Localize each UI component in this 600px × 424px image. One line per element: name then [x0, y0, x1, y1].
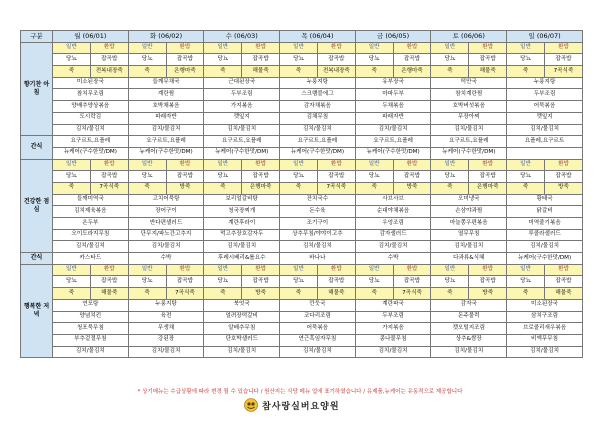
- porridge-item: 해물죽: [544, 288, 582, 300]
- dinner-item-row: [21, 299, 583, 311]
- notice-text: * 상기메뉴는 수급상황에 따라 변경 될 수 있습니다 / 원산지는 식당 메뉴 업에 표기하였습니다 / 유제품,뉴케어는 유동적으로 제공합니다: [137, 389, 463, 395]
- option-label: 환밥: [242, 42, 280, 54]
- menu-item: 도시락김: [53, 112, 129, 124]
- option-label: 잡곡밥: [90, 276, 128, 288]
- snack-item: 수박: [128, 253, 204, 265]
- option-label: 당뇨: [204, 276, 242, 288]
- menu-item: 순대야채볶음: [355, 206, 431, 218]
- snack-item: 뉴케어(구수한맛/DM): [204, 147, 280, 159]
- snack-item: 뉴케어(구수한맛/DM): [53, 147, 129, 159]
- menu-item: 단호박샐러드: [204, 334, 280, 346]
- option-label: 일반: [355, 159, 393, 171]
- porridge-label: 죽: [507, 288, 545, 300]
- menu-item: 김치/물김치: [507, 241, 583, 253]
- option-label: 일반: [53, 42, 91, 54]
- menu-item: 캣오털지조림: [431, 323, 507, 335]
- option-label: 환밥: [469, 42, 507, 54]
- option-label: 당뇨: [53, 171, 91, 183]
- porridge-item: 해물죽: [317, 288, 355, 300]
- porridge-item: 은행마죽: [393, 66, 431, 78]
- option-label: 당뇨: [355, 54, 393, 66]
- menu-item: 손삼야과찜: [431, 206, 507, 218]
- porridge-item: 방죽: [469, 288, 507, 300]
- day-header: 목 (06/04): [280, 31, 356, 43]
- menu-item: 김치/물김치: [507, 124, 583, 136]
- lunch-label: 건강한 점심: [21, 159, 53, 253]
- snack-item: 수박: [355, 253, 431, 265]
- option-label: 당뇨: [507, 276, 545, 288]
- porridge-label: 죽: [204, 288, 242, 300]
- porridge-item: 방죽: [393, 182, 431, 194]
- snack-item: 요구르트,요플레: [431, 136, 507, 148]
- porridge-item: 방죽: [166, 182, 204, 194]
- header-corner: 구분: [21, 31, 53, 43]
- option-label: 환밥: [544, 159, 582, 171]
- porridge-label: 죽: [507, 182, 545, 194]
- menu-item: 김치/물김치: [355, 124, 431, 136]
- menu-item: 마늘쫑우편볶음: [431, 218, 507, 230]
- dinner-porridge-row: [21, 288, 583, 300]
- option-label: 환밥: [393, 42, 431, 54]
- option-label: 일반: [355, 264, 393, 276]
- option-label: 잡곡밥: [544, 54, 582, 66]
- snack1-row: [21, 136, 583, 148]
- option-label: 일반: [507, 264, 545, 276]
- menu-item: 두채볶음: [355, 101, 431, 113]
- porridge-label: 죽: [355, 66, 393, 78]
- menu-item: 오이도라지무침: [53, 229, 129, 241]
- dinner-label: 행복한 저녁: [21, 264, 53, 358]
- menu-item: 스크램블에그: [280, 89, 356, 101]
- menu-item: 오미냉국: [431, 194, 507, 206]
- option-label: 잡곡밥: [242, 54, 280, 66]
- menu-item: 호박채볶음: [128, 101, 204, 113]
- option-label: 잡곡밥: [317, 171, 355, 183]
- dinner-item-row: [21, 311, 583, 323]
- menu-item: 연포탕: [53, 299, 129, 311]
- porridge-label: 죽: [355, 182, 393, 194]
- menu-item: 고치어묵탕: [128, 194, 204, 206]
- breakfast-diet-row: [21, 54, 583, 66]
- porridge-item: 방죽: [242, 288, 280, 300]
- dinner-item-row: [21, 346, 583, 358]
- option-label: 잡곡밥: [317, 54, 355, 66]
- menu-item: 김치/물김치: [128, 241, 204, 253]
- dinner-diet-row: [21, 276, 583, 288]
- snack-item: 요플레,요구르트: [507, 136, 583, 148]
- dinner-options-row: [21, 264, 583, 276]
- option-label: 환밥: [469, 264, 507, 276]
- menu-item: 북엇국: [204, 299, 280, 311]
- menu-item: 양배추양상볶음: [53, 101, 129, 113]
- menu-item: 무장아찌: [431, 112, 507, 124]
- snack-item: 후레시베리&롤요수: [204, 253, 280, 265]
- option-label: 잡곡밥: [544, 171, 582, 183]
- menu-item: 마파두부: [355, 89, 431, 101]
- day-header: 일 (06/07): [507, 31, 583, 43]
- porridge-label: 죽: [431, 66, 469, 78]
- menu-item: 장어구이: [128, 206, 204, 218]
- lunch-item-row: [21, 194, 583, 206]
- option-label: 환밥: [242, 159, 280, 171]
- menu-item: 감자국: [431, 299, 507, 311]
- menu-item: 연근흑임자무침: [280, 334, 356, 346]
- option-label: 일반: [431, 42, 469, 54]
- menu-item: 열무무침: [431, 229, 507, 241]
- menu-item: 들깨미역국: [53, 194, 129, 206]
- snack2-label: 간식: [21, 253, 53, 265]
- option-label: 환밥: [242, 264, 280, 276]
- option-label: 환밥: [90, 264, 128, 276]
- menu-item: 반다편샐러드: [128, 218, 204, 230]
- option-label: 당뇨: [280, 171, 318, 183]
- menu-item: 가지볶음: [355, 323, 431, 335]
- porridge-item: 해물죽: [469, 66, 507, 78]
- snack-item: 요구르트,요플레: [204, 136, 280, 148]
- menu-item: 온두부: [53, 218, 129, 230]
- snack-item: [507, 147, 583, 159]
- snack-item: 뉴케어(구수한맛/DM): [280, 147, 356, 159]
- porridge-label: 죽: [280, 288, 318, 300]
- option-label: 당뇨: [280, 276, 318, 288]
- lunch-item-row: [21, 229, 583, 241]
- snack-item: 요구르트,요플레: [355, 136, 431, 148]
- option-label: 당뇨: [507, 171, 545, 183]
- option-label: 당뇨: [53, 54, 91, 66]
- menu-item: 김치/물김치: [204, 241, 280, 253]
- menu-item: 들깨무채국: [128, 77, 204, 89]
- breakfast-label: 향기찬 아침: [21, 42, 53, 136]
- option-label: 일반: [128, 42, 166, 54]
- snack-item: 뉴케어(구수한맛/DM): [431, 147, 507, 159]
- option-label: 일반: [280, 159, 318, 171]
- porridge-item: 방죽: [544, 182, 582, 194]
- snack-item: 요구르트,요플레: [53, 136, 129, 148]
- menu-item: 파래자반: [355, 112, 431, 124]
- snack-item: 카스타드: [53, 253, 129, 265]
- menu-item: 조기구이: [280, 218, 356, 230]
- porridge-label: 죽: [355, 288, 393, 300]
- menu-item: 김치/물김치: [53, 346, 129, 358]
- porridge-item: 해물죽: [90, 288, 128, 300]
- porridge-item: 해물죽: [242, 66, 280, 78]
- porridge-label: 죽: [128, 182, 166, 194]
- menu-item: 어묵볶음: [280, 323, 356, 335]
- menu-item: 잔치국수: [280, 194, 356, 206]
- option-label: 잡곡밥: [469, 171, 507, 183]
- porridge-label: 죽: [53, 288, 91, 300]
- option-label: 당뇨: [204, 171, 242, 183]
- menu-item: 김치/물김치: [280, 241, 356, 253]
- option-label: 잡곡밥: [469, 276, 507, 288]
- weekly-menu-table: [20, 30, 583, 358]
- option-label: 잡곡밥: [393, 171, 431, 183]
- option-label: 환밥: [393, 264, 431, 276]
- option-label: 잡곡밥: [317, 276, 355, 288]
- porridge-label: 죽: [204, 182, 242, 194]
- snack-item: 뉴케어(구수한맛/DM): [507, 253, 583, 265]
- menu-item: 김치/물김치: [431, 241, 507, 253]
- menu-item: 계란파국: [355, 299, 431, 311]
- menu-item: 청포묵무침: [53, 323, 129, 335]
- porridge-item: 은행마죽: [242, 182, 280, 194]
- porridge-label: 죽: [128, 288, 166, 300]
- option-label: 일반: [431, 159, 469, 171]
- option-label: 당뇨: [431, 54, 469, 66]
- lunch-diet-row: [21, 171, 583, 183]
- porridge-item: 전복내장죽: [90, 66, 128, 78]
- menu-item: 김치/물김치: [204, 124, 280, 136]
- porridge-item: 7곡식죽: [544, 66, 582, 78]
- porridge-label: 죽: [53, 182, 91, 194]
- lunch-item-row: [21, 218, 583, 230]
- dinner-item-row: [21, 323, 583, 335]
- menu-item: 김치/물김치: [431, 346, 507, 358]
- option-label: 당뇨: [53, 276, 91, 288]
- day-header: 화 (06/02): [128, 31, 204, 43]
- menu-item: 삼치구조림: [507, 311, 583, 323]
- menu-item: 비엑무무침: [507, 334, 583, 346]
- menu-item: 김치/물김치: [280, 346, 356, 358]
- menu-item: 미역줄기볶음: [507, 218, 583, 230]
- menu-item: 두부조림: [355, 311, 431, 323]
- menu-item: 강된장: [128, 334, 204, 346]
- menu-item: 감자채볶음: [280, 101, 356, 113]
- option-label: 당뇨: [355, 276, 393, 288]
- porridge-item: 7곡식죽: [393, 288, 431, 300]
- porridge-item: 은행마죽: [166, 66, 204, 78]
- day-header: 수 (06/03): [204, 31, 280, 43]
- menu-item: 누룽지탕: [128, 299, 204, 311]
- menu-item: 먹고추장호감자두: [204, 229, 280, 241]
- menu-item: 두부조림: [204, 89, 280, 101]
- option-label: 일반: [128, 159, 166, 171]
- option-label: 당뇨: [128, 276, 166, 288]
- snack-item: 요구르트,요플레: [128, 136, 204, 148]
- menu-item: 루콜라샐러드: [507, 229, 583, 241]
- menu-item: 우엉조림: [355, 218, 431, 230]
- menu-item: 김치/물김치: [431, 124, 507, 136]
- snack1-row: [21, 147, 583, 159]
- option-label: 일반: [53, 264, 91, 276]
- option-label: 환밥: [469, 159, 507, 171]
- lunch-porridge-row: [21, 182, 583, 194]
- option-label: 환밥: [166, 264, 204, 276]
- option-label: 환밥: [90, 159, 128, 171]
- option-label: 당뇨: [431, 276, 469, 288]
- logo-emblem-icon: [244, 398, 258, 412]
- option-label: 잡곡밥: [242, 276, 280, 288]
- menu-item: 김치/물김치: [355, 241, 431, 253]
- menu-item: 가지볶음: [204, 101, 280, 113]
- breakfast-item-row: [21, 101, 583, 113]
- menu-item: 누룽지탕: [280, 77, 356, 89]
- lunch-item-row: [21, 241, 583, 253]
- option-label: 일반: [204, 264, 242, 276]
- menu-item: 파래자반: [128, 112, 204, 124]
- option-label: 일반: [280, 264, 318, 276]
- menu-item: 양념치킨: [53, 311, 129, 323]
- menu-item: 사브사브: [355, 194, 431, 206]
- menu-item: 계란후라이: [204, 218, 280, 230]
- breakfast-item-row: [21, 112, 583, 124]
- option-label: 잡곡밥: [393, 54, 431, 66]
- porridge-label: 죽: [507, 66, 545, 78]
- menu-item: 보리얼갈비탕: [204, 194, 280, 206]
- menu-item: 김치제육볶음: [53, 206, 129, 218]
- header-row: [21, 31, 583, 43]
- menu-item: 참치무조림: [53, 89, 129, 101]
- porridge-label: 죽: [280, 182, 318, 194]
- option-label: 일반: [280, 42, 318, 54]
- menu-item: 브로콜리새우볶음: [507, 323, 583, 335]
- snack2-row: [21, 253, 583, 265]
- menu-item: 김치/물김치: [53, 124, 129, 136]
- option-label: 환밥: [317, 264, 355, 276]
- option-label: 당뇨: [128, 171, 166, 183]
- menu-item: 참치계란찜: [431, 89, 507, 101]
- porridge-item: 은행마죽: [469, 182, 507, 194]
- day-header: 토 (06/06): [431, 31, 507, 43]
- option-label: 환밥: [544, 42, 582, 54]
- menu-item: 김치/물김치: [128, 124, 204, 136]
- breakfast-item-row: [21, 124, 583, 136]
- option-label: 환밥: [544, 264, 582, 276]
- menu-item: 닭갈비: [507, 206, 583, 218]
- menu-item: 미소된장국: [53, 77, 129, 89]
- dinner-item-row: [21, 334, 583, 346]
- organization-name: 참사랑실버요양원: [262, 402, 340, 412]
- menu-item: 어묵볶음: [507, 101, 583, 113]
- menu-item: 상추무침/야야이고추: [280, 229, 356, 241]
- menu-item: 깻잎지: [204, 112, 280, 124]
- menu-item: 상추&쌈장: [431, 334, 507, 346]
- option-label: 환밥: [317, 159, 355, 171]
- day-header: 금 (06/05): [355, 31, 431, 43]
- menu-item: 유부장국: [355, 77, 431, 89]
- breakfast-item-row: [21, 77, 583, 89]
- option-label: 일반: [507, 159, 545, 171]
- option-label: 환밥: [393, 159, 431, 171]
- menu-item: 얼려장떡갈비: [204, 311, 280, 323]
- porridge-label: 죽: [204, 66, 242, 78]
- option-label: 잡곡밥: [90, 171, 128, 183]
- option-label: 잡곡밥: [242, 171, 280, 183]
- breakfast-item-row: [21, 89, 583, 101]
- option-label: 일반: [204, 159, 242, 171]
- option-label: 잡곡밥: [469, 54, 507, 66]
- option-label: 잡곡밥: [393, 276, 431, 288]
- porridge-item: 7곡식죽: [317, 182, 355, 194]
- breakfast-porridge-row: [21, 66, 583, 78]
- option-label: 당뇨: [355, 171, 393, 183]
- option-label: 당뇨: [431, 171, 469, 183]
- menu-body: [21, 31, 583, 358]
- menu-item: 청국장찌개: [204, 206, 280, 218]
- snack-item: 바나나: [280, 253, 356, 265]
- menu-item: 육전: [128, 311, 204, 323]
- porridge-item: 7곡식죽: [90, 182, 128, 194]
- menu-item: 돈주물럭: [431, 311, 507, 323]
- option-label: 일반: [53, 159, 91, 171]
- menu-item: 김치/물김치: [507, 346, 583, 358]
- menu-item: 김치/물김치: [53, 241, 129, 253]
- menu-item: 계란찜: [128, 89, 204, 101]
- menu-item: 감자샐러드: [355, 229, 431, 241]
- porridge-label: 죽: [53, 66, 91, 78]
- menu-item: 무생채: [128, 323, 204, 335]
- option-label: 당뇨: [507, 54, 545, 66]
- menu-item: 김치/물김치: [280, 124, 356, 136]
- option-label: 잡곡밥: [90, 54, 128, 66]
- menu-item: 근대된장국: [204, 77, 280, 89]
- organization-logo: [244, 398, 356, 412]
- snack-item: 뉴케어(구수한맛/DM): [355, 147, 431, 159]
- option-label: 환밥: [166, 159, 204, 171]
- option-label: 일반: [128, 264, 166, 276]
- snack-item: 뉴케어(구수한맛/DM): [128, 147, 204, 159]
- porridge-item: 전복내장죽: [317, 66, 355, 78]
- porridge-label: 죽: [431, 182, 469, 194]
- option-label: 당뇨: [280, 54, 318, 66]
- menu-item: 단무지/파노간고추지: [128, 229, 204, 241]
- menu-item: 김채무침: [280, 112, 356, 124]
- menu-item: 김치/물김치: [128, 346, 204, 358]
- option-label: 잡곡밥: [544, 276, 582, 288]
- option-label: 당뇨: [128, 54, 166, 66]
- day-header: 월 (06/01): [53, 31, 129, 43]
- menu-item: 부추겉절무침: [53, 334, 129, 346]
- snack1-label: 간식: [21, 136, 53, 159]
- option-label: 환밥: [317, 42, 355, 54]
- menu-item: 김치/물김치: [204, 346, 280, 358]
- option-label: 일반: [507, 42, 545, 54]
- option-label: 당뇨: [204, 54, 242, 66]
- porridge-label: 죽: [431, 288, 469, 300]
- menu-item: 코다리조림: [280, 311, 356, 323]
- option-label: 일반: [431, 264, 469, 276]
- snack-item: 요구르트,요플레: [280, 136, 356, 148]
- menu-item: 김치/물김치: [355, 346, 431, 358]
- menu-item: 미소된장국: [507, 299, 583, 311]
- lunch-item-row: [21, 206, 583, 218]
- option-label: 잡곡밥: [166, 171, 204, 183]
- option-label: 일반: [355, 42, 393, 54]
- menu-item: 두부조림: [507, 89, 583, 101]
- menu-item: 콩나물무침: [355, 334, 431, 346]
- lunch-options-row: [21, 159, 583, 171]
- option-label: 잡곡밥: [166, 276, 204, 288]
- option-label: 환밥: [166, 42, 204, 54]
- porridge-item: 7곡식죽: [166, 288, 204, 300]
- snack-item: 다과류&식혜: [431, 253, 507, 265]
- menu-item: 알배추무침: [204, 323, 280, 335]
- menu-item: 호박버섯볶음: [431, 101, 507, 113]
- porridge-label: 죽: [128, 66, 166, 78]
- porridge-label: 죽: [280, 66, 318, 78]
- menu-item: 깐둣국: [280, 299, 356, 311]
- menu-item: 돈수육: [280, 206, 356, 218]
- option-label: 환밥: [90, 42, 128, 54]
- option-label: 일반: [204, 42, 242, 54]
- menu-item: 누룽지탕: [507, 77, 583, 89]
- menu-item: 깻잎지: [507, 112, 583, 124]
- option-label: 잡곡밥: [166, 54, 204, 66]
- breakfast-options-row: [21, 42, 583, 54]
- menu-item: 황태국: [507, 194, 583, 206]
- menu-item: 떡만국: [431, 77, 507, 89]
